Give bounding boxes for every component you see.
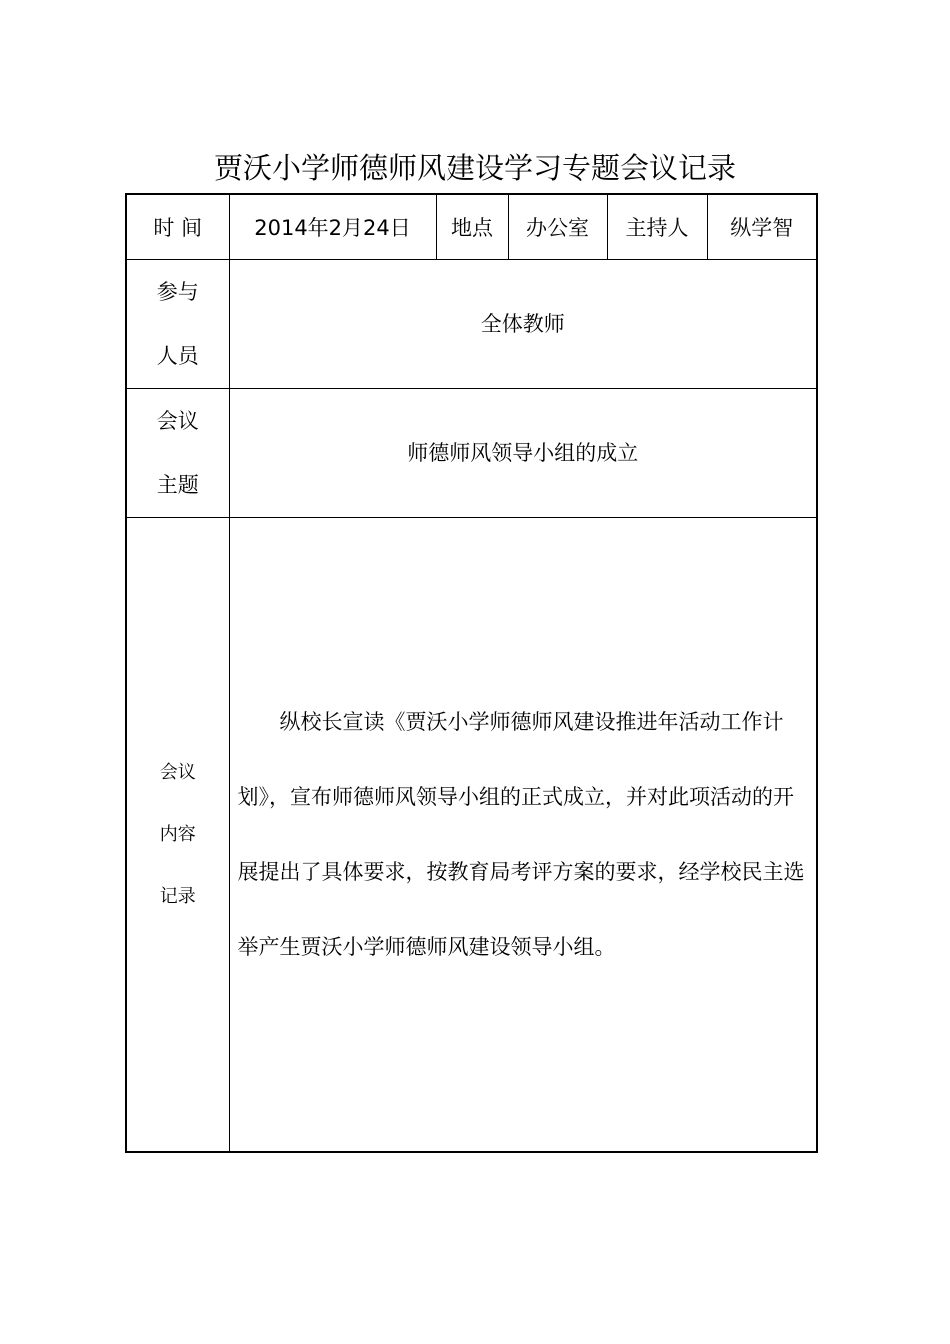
table-row-attendees: [126, 260, 817, 389]
page-title: 贾沃小学师德师风建设学习专题会议记录: [213, 151, 736, 185]
topic-label-line1: 会议: [156, 409, 199, 433]
time-value: 2014年2月24日: [229, 194, 436, 260]
location-label: 地点: [436, 194, 508, 260]
content-label-line3: 记录: [159, 885, 196, 907]
table-row-header: [126, 194, 817, 260]
content-label-line2: 内容: [159, 823, 196, 845]
content-label-line1: 会议: [159, 761, 196, 783]
content-label-cell: [126, 518, 229, 1153]
attendees-label-line2: 人员: [156, 344, 199, 368]
attendees-label-cell: [126, 260, 229, 389]
attendees-value: 全体教师: [229, 260, 817, 389]
content-value: 纵校长宣读《贾沃小学师德师风建设推进年活动工作计划》，宣布师德师风领导小组的正式成立，并对此项活动的开展提出了具体要求，按教育局考评方案的要求，经学校民主选举产生贾沃小学师德师风建设领导小组。: [237, 709, 805, 959]
table-row-content: [126, 518, 817, 1153]
meeting-record-table: [125, 193, 818, 1153]
attendees-label-line1: 参与: [156, 280, 199, 304]
time-label: 时 间: [126, 194, 229, 260]
topic-label-line2: 主题: [156, 473, 199, 497]
host-value: 纵学智: [707, 194, 817, 260]
location-value: 办公室: [508, 194, 607, 260]
content-value-cell: [229, 518, 817, 1153]
topic-label-cell: [126, 389, 229, 518]
host-label: 主持人: [607, 194, 707, 260]
topic-value: 师德师风领导小组的成立: [229, 389, 817, 518]
table-row-topic: [126, 389, 817, 518]
